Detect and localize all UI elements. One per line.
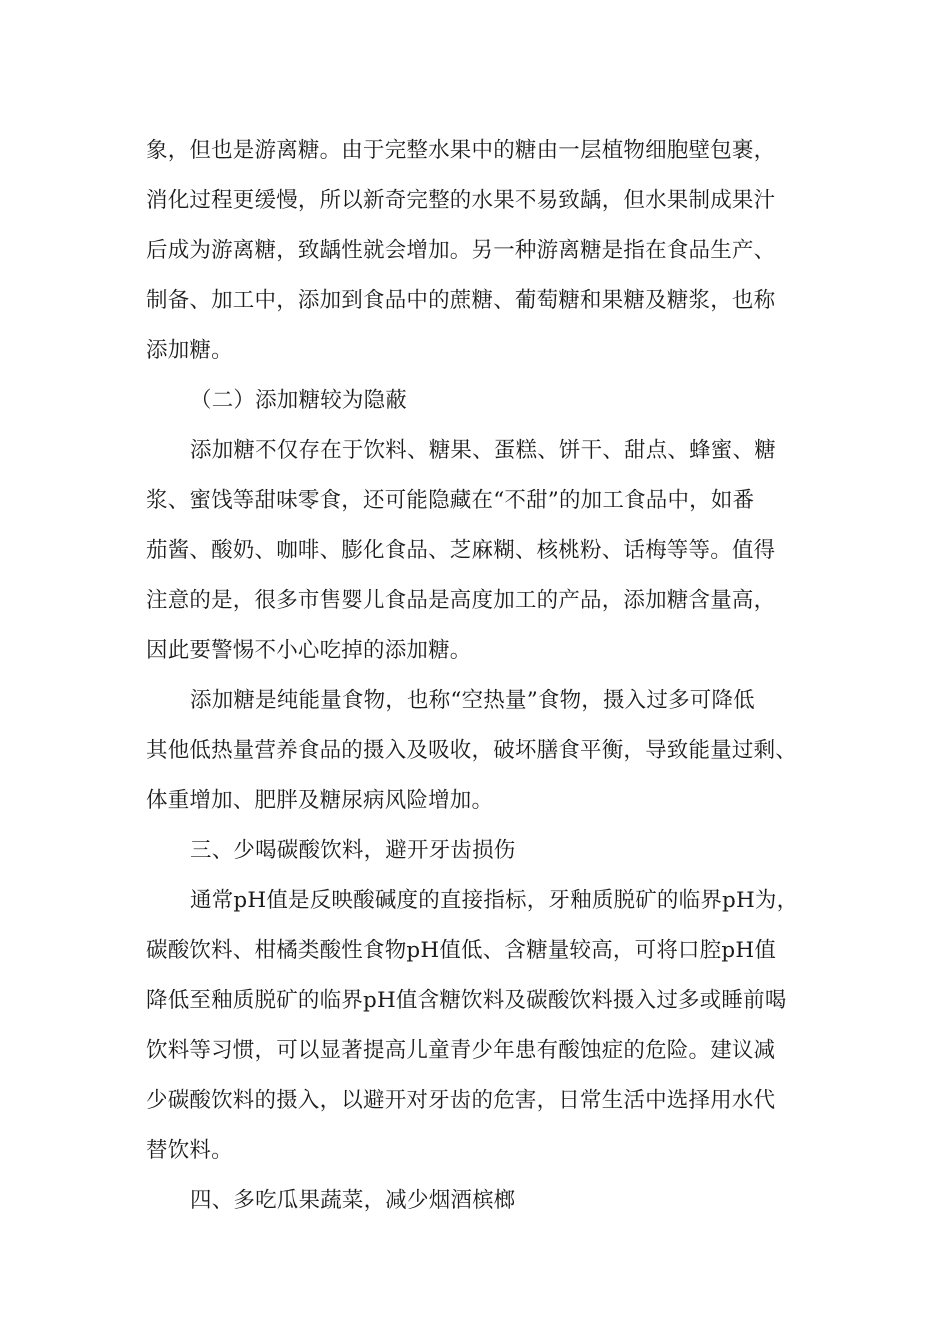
paragraph-line: 通常pH值是反映酸碱度的直接指标，牙釉质脱矿的临界pH为， xyxy=(190,888,799,913)
paragraph-line: 体重增加、肥胖及糖尿病风险增加。 xyxy=(146,788,494,813)
paragraph-line: 替饮料。 xyxy=(146,1138,233,1163)
paragraph-line: 制备、加工中，添加到食品中的蔗糖、葡萄糖和果糖及糖浆，也称 xyxy=(146,288,776,313)
paragraph-line: 碳酸饮料、柑橘类酸性食物pH值低、含糖量较高，可将口腔pH值 xyxy=(146,938,777,963)
paragraph-line: 后成为游离糖，致龋性就会增加。另一种游离糖是指在食品生产、 xyxy=(146,238,776,263)
paragraph-line: 象，但也是游离糖。由于完整水果中的糖由一层植物细胞壁包裹， xyxy=(146,138,776,163)
paragraph-line: 添加糖不仅存在于饮料、糖果、蛋糕、饼干、甜点、蜂蜜、糖 xyxy=(190,438,776,463)
paragraph-line: 降低至釉质脱矿的临界pH值含糖饮料及碳酸饮料摄入过多或睡前喝 xyxy=(146,988,787,1013)
paragraph-line: 添加糖是纯能量食物，也称“空热量”食物，摄入过多可降低 xyxy=(190,688,755,713)
section-heading: （二）添加糖较为隐蔽 xyxy=(190,388,408,413)
paragraph-line: 添加糖。 xyxy=(146,338,233,363)
paragraph-line: 少碳酸饮料的摄入，以避开对牙齿的危害，日常生活中选择用水代 xyxy=(146,1088,776,1113)
paragraph-line: 因此要警惕不小心吃掉的添加糖。 xyxy=(146,638,472,663)
paragraph-line: 浆、蜜饯等甜味零食，还可能隐藏在“不甜”的加工食品中，如番 xyxy=(146,488,755,513)
paragraph-line: 消化过程更缓慢，所以新奇完整的水果不易致龋，但水果制成果汁 xyxy=(146,188,776,213)
paragraph-line: 注意的是，很多市售婴儿食品是高度加工的产品，添加糖含量高， xyxy=(146,588,776,613)
section-heading: 四、多吃瓜果蔬菜，减少烟酒槟榔 xyxy=(190,1188,516,1213)
paragraph-line: 其他低热量营养食品的摄入及吸收，破坏膳食平衡，导致能量过剩、 xyxy=(146,738,798,763)
paragraph-line: 饮料等习惯，可以显著提高儿童青少年患有酸蚀症的危险。建议减 xyxy=(146,1038,776,1063)
section-heading: 三、少喝碳酸饮料，避开牙齿损伤 xyxy=(190,838,516,863)
paragraph-line: 茄酱、酸奶、咖啡、膨化食品、芝麻糊、核桃粉、话梅等等。值得 xyxy=(146,538,776,563)
